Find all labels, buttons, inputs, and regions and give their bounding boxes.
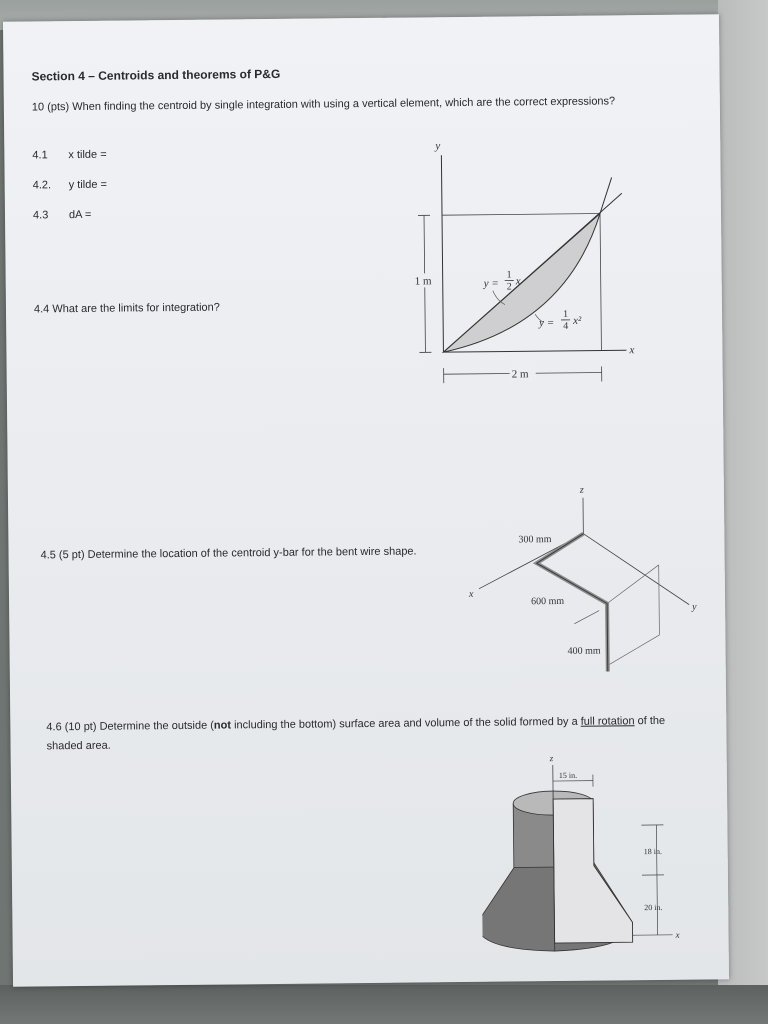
x-axis-line [443, 350, 626, 352]
figure-solid-of-revolution [481, 750, 703, 967]
guide-line-1 [607, 565, 659, 604]
y-axis-line [583, 533, 689, 606]
line-eq-num: 1 [506, 269, 512, 281]
y-axis-label: y [435, 140, 441, 153]
q45-text: 4.5 (5 pt) Determine the location of the centroid y-bar for the bent wire shape. [40, 545, 417, 562]
q46-text [46, 712, 686, 757]
wire-label-b: 600 mm [531, 595, 565, 608]
q46-underlined: full rotation [580, 715, 635, 728]
curve-eq-lhs: y = [539, 317, 555, 330]
z-axis-label: z [549, 753, 554, 764]
q43-number: 4.3 [32, 209, 49, 222]
height-label: 1 m [414, 275, 432, 288]
q10-prompt: 10 (pts) When finding the centroid by single integration with using a vertical element, which are the correct expressions? [31, 95, 616, 114]
y-axis-line [441, 155, 443, 352]
curve-eq-num: 1 [563, 308, 569, 320]
guide-line-3 [607, 635, 659, 666]
right-guide-line [600, 214, 601, 351]
q46-part2: including the bottom) surface area and volume of the solid formed by a [230, 715, 581, 732]
curve-eq-var: x² [573, 314, 582, 327]
x-axis-label: x [675, 929, 680, 940]
top-guide-line [442, 214, 600, 216]
x-axis-label: x [468, 588, 474, 600]
guide-line-2 [659, 565, 660, 635]
wire-label-a: 300 mm [518, 534, 552, 546]
low-label: 20 in. [644, 902, 663, 913]
line-eq-var: x [515, 275, 521, 288]
y-axis-label: y [692, 601, 697, 613]
q46-part1: 4.6 (10 pt) Determine the outside ( [46, 719, 214, 734]
q41-number: 4.1 [32, 149, 48, 162]
figure-bent-wire [448, 474, 710, 677]
x-axis-label: x [629, 344, 635, 357]
q41-label: x tilde = [68, 148, 107, 162]
top-label: 15 in. [558, 770, 578, 780]
q43-label: dA = [68, 208, 92, 222]
line-eq-lhs: y = [483, 277, 499, 290]
section-title: Section 4 – Centroids and theorems of P&G [31, 66, 281, 84]
mid-label: 18 in. [643, 846, 662, 857]
dim-leader-c [574, 611, 599, 624]
q42-number: 4.2. [32, 179, 52, 192]
q46-part3: of the shaded area. [46, 714, 666, 753]
line-eq-den: 2 [506, 281, 512, 293]
curve-eq-den: 4 [563, 320, 569, 332]
q42-label: y tilde = [68, 178, 107, 192]
shaded-generating-area [553, 798, 633, 943]
figure-area-between-curves [399, 125, 652, 398]
q46-not: not [213, 719, 232, 732]
background-desk [0, 985, 768, 1024]
height-dimension-line [656, 825, 657, 935]
z-axis-label: z [579, 484, 584, 496]
width-label: 2 m [511, 368, 529, 381]
q44-text: 4.4 What are the limits for integration? [33, 301, 220, 316]
worksheet-page [3, 14, 729, 986]
wire-label-c: 400 mm [567, 645, 601, 657]
